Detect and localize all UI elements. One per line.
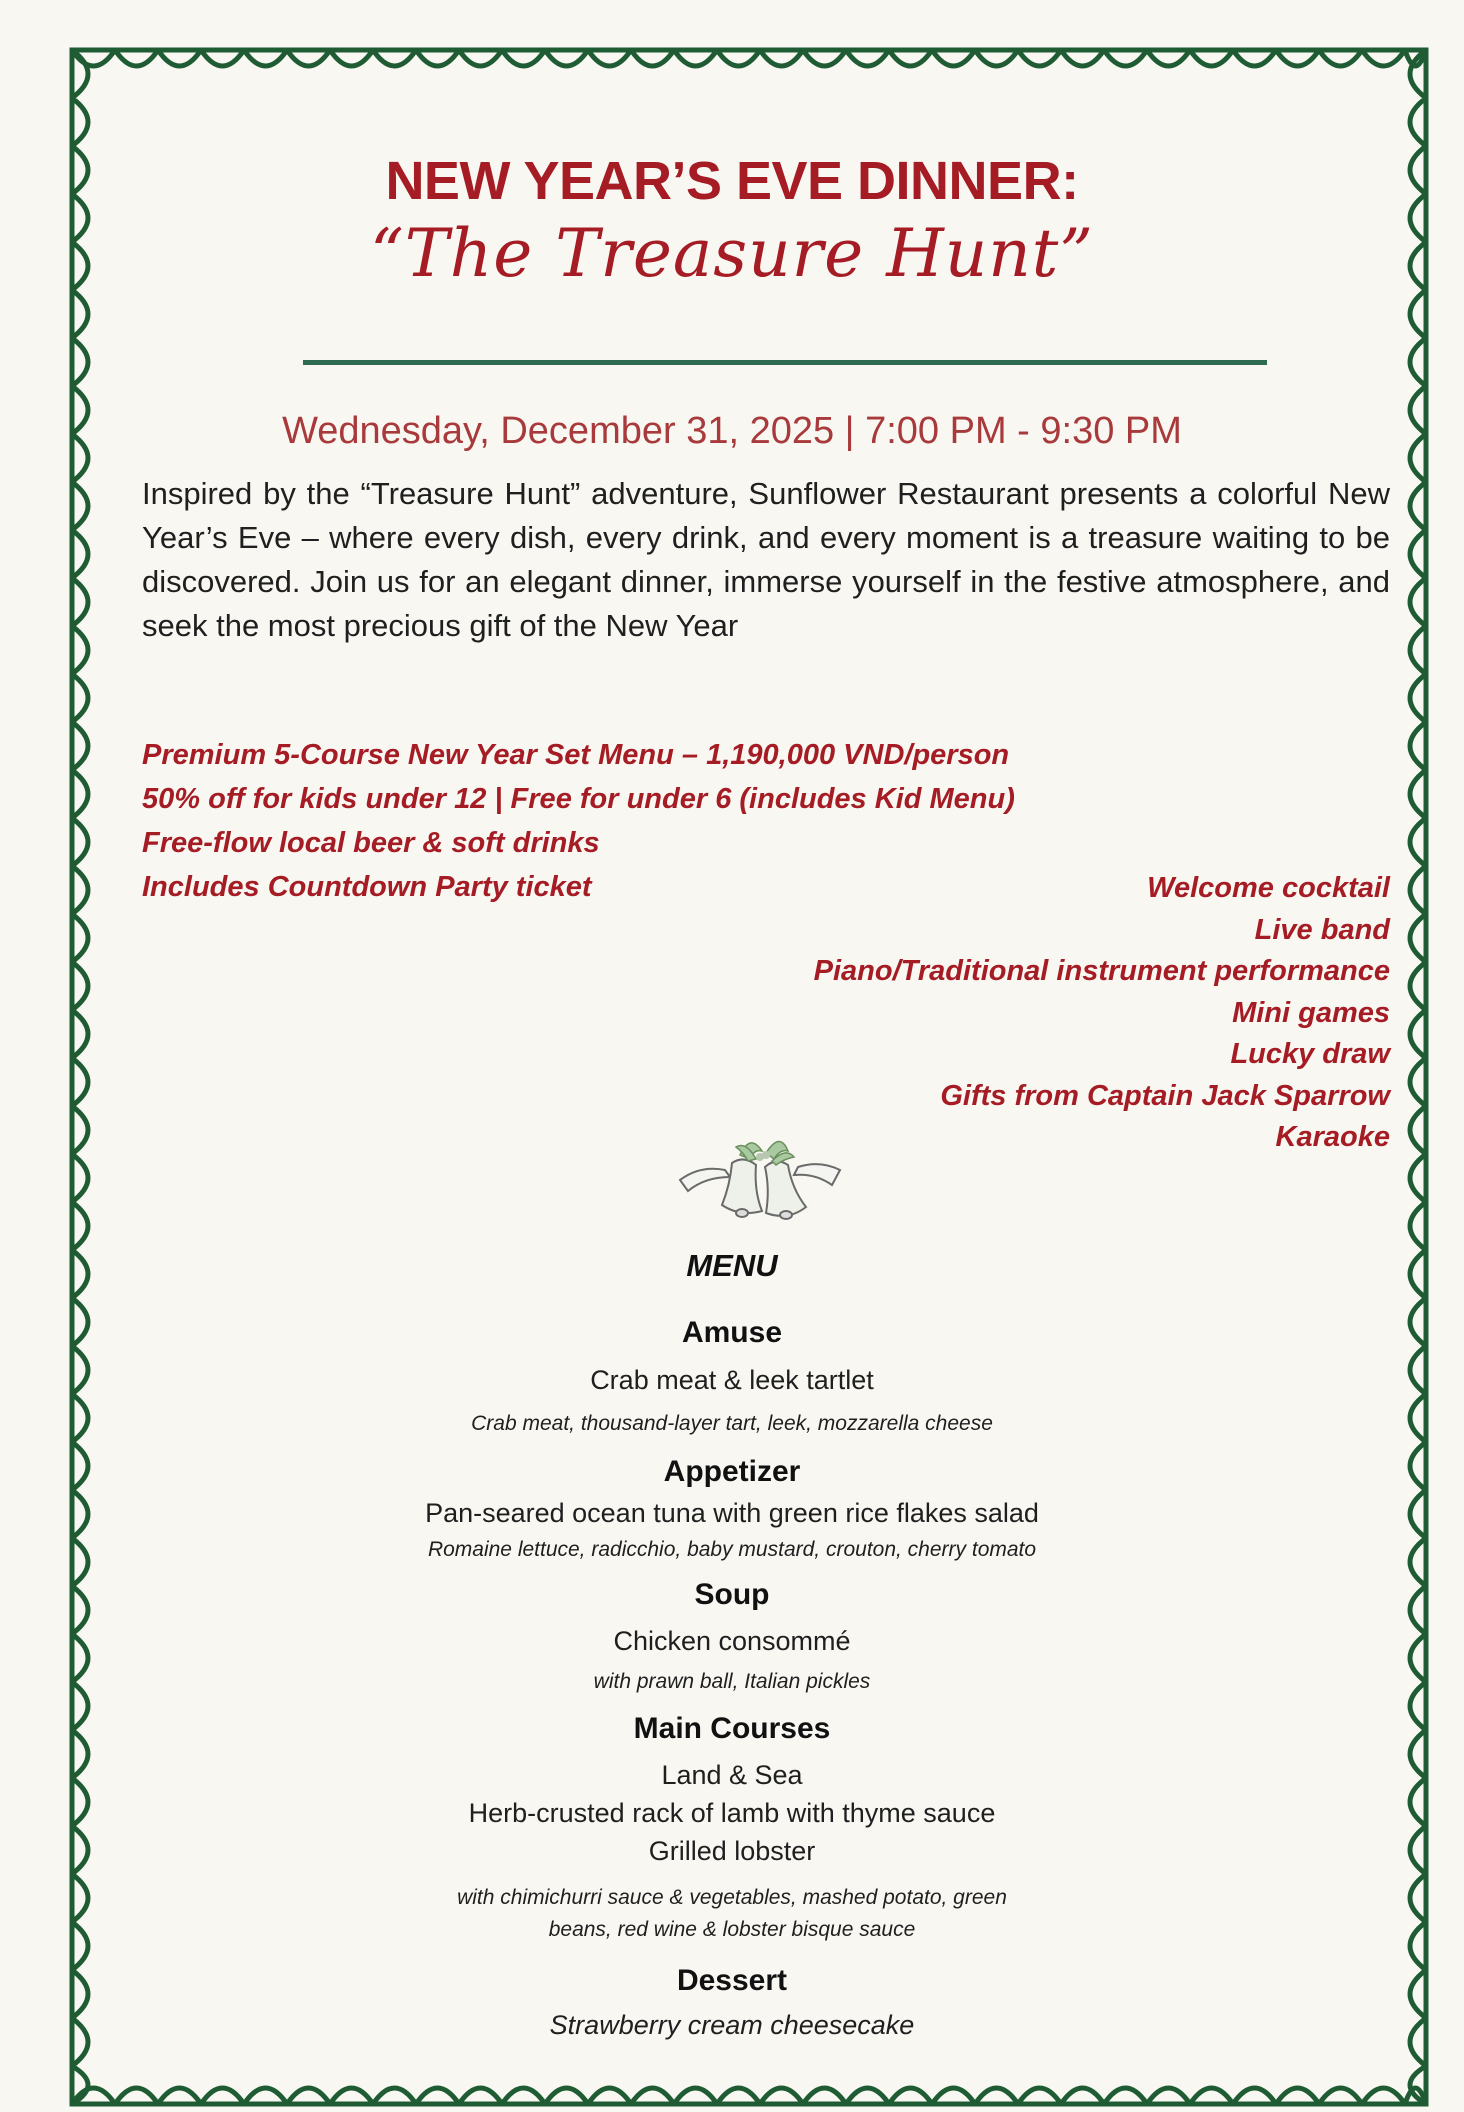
- feature-item: Karaoke: [1275, 1121, 1390, 1153]
- feature-item: Mini games: [1232, 996, 1390, 1029]
- offer-item: Free-flow local beer & soft drinks: [142, 827, 600, 859]
- feature-item: Lucky draw: [1230, 1038, 1390, 1070]
- course-appetizer-title: Appetizer: [663, 1455, 801, 1488]
- soup-dish: Chicken consommé: [613, 1626, 851, 1656]
- feature-item: Live band: [1254, 913, 1390, 946]
- event-datetime: Wednesday, December 31, 2025 | 7:00 PM - 9:30 PM: [282, 410, 1182, 452]
- course-dessert-title: Dessert: [676, 1964, 788, 1997]
- dessert-dish: Strawberry cream cheesecake: [549, 2010, 915, 2040]
- course-amuse-title: Amuse: [681, 1316, 783, 1349]
- feature-item: Welcome cocktail: [1147, 872, 1390, 904]
- appetizer-description: Romaine lettuce, radicchio, baby mustard, crouton, cherry tomato: [427, 1538, 1037, 1561]
- offer-item: Includes Countdown Party ticket: [142, 871, 592, 903]
- soup-description: with prawn ball, Italian pickles: [593, 1670, 871, 1693]
- bells-icon: [670, 1125, 850, 1235]
- main-description-line2: beans, red wine & lobster bisque sauce: [548, 1918, 916, 1941]
- page-title: NEW YEAR’S EVE DINNER:: [385, 151, 1079, 211]
- main-dish-lamb: Herb-crusted rack of lamb with thyme sauce: [468, 1798, 996, 1828]
- page-subtitle: “The Treasure Hunt”: [369, 215, 1095, 292]
- menu-heading: MENU: [686, 1248, 778, 1283]
- appetizer-dish: Pan-seared ocean tuna with green rice flakes salad: [425, 1498, 1039, 1528]
- course-soup-title: Soup: [694, 1578, 770, 1611]
- offer-item: Premium 5-Course New Year Set Menu – 1,190,000 VND/person: [142, 739, 1010, 771]
- feature-item: Piano/Traditional instrument performance: [813, 955, 1390, 987]
- features-list: [690, 868, 1390, 1159]
- event-intro: Inspired by the “Treasure Hunt” adventure, Sunflower Restaurant presents a colorful New Year’s Eve – where every dish, every drink, and every moment is a treasure waiting to be discovered. Join us for an elegant dinner, immerse yourself in the festive atmosphere, and seek the most precious gift of the New Year: [142, 476, 1390, 643]
- main-dish-lobster: Grilled lobster: [648, 1836, 816, 1866]
- main-description-line1: with chimichurri sauce & vegetables, mashed potato, green: [457, 1886, 1007, 1909]
- amuse-description: Crab meat, thousand-layer tart, leek, mozzarella cheese: [471, 1412, 993, 1435]
- amuse-dish: Crab meat & leek tartlet: [590, 1365, 874, 1395]
- divider-rule: [303, 360, 1267, 365]
- offer-item: 50% off for kids under 12 | Free for under 6 (includes Kid Menu): [142, 783, 1015, 815]
- feature-item: Gifts from Captain Jack Sparrow: [940, 1079, 1390, 1112]
- main-dish-land-sea: Land & Sea: [661, 1760, 803, 1790]
- course-main-title: Main Courses: [633, 1712, 831, 1745]
